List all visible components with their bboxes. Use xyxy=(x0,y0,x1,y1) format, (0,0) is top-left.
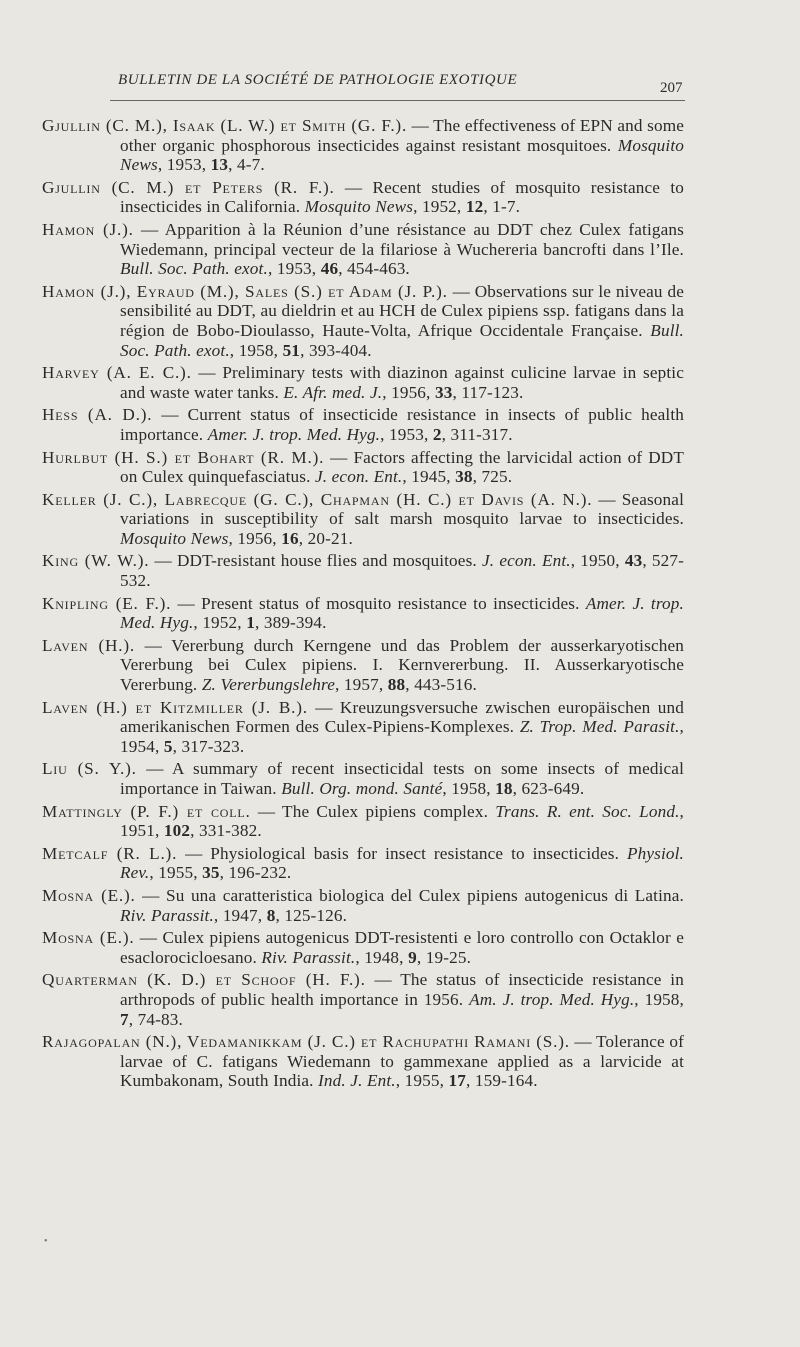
reference-authors: Mosna (E.). xyxy=(42,885,136,905)
running-header: BULLETIN DE LA SOCIÉTÉ DE PATHOLOGIE EXOTIQUE xyxy=(118,72,518,88)
reference-volume: 102 xyxy=(163,821,191,841)
reference-pages: , 196-232. xyxy=(219,863,292,883)
reference-entry xyxy=(0,405,800,444)
reference-journal: Mosquito News xyxy=(304,197,414,217)
reference-year: , 1958, xyxy=(634,989,684,1009)
reference-journal: Bull. Soc. Path. exot. xyxy=(120,259,268,279)
reference-pages: , 159-164. xyxy=(466,1071,538,1091)
reference-journal: Mosquito News xyxy=(120,135,684,175)
speck-mark: • xyxy=(44,1236,48,1247)
reference-entry xyxy=(0,594,800,633)
reference-authors: Hamon (J.), Eyraud (M.), Sales (S.) et Adam (J. P.). xyxy=(42,281,448,301)
reference-authors: Hurlbut (H. S.) et Bohart (R. M.). xyxy=(42,447,325,467)
reference-volume: 13 xyxy=(210,155,229,175)
reference-volume: 38 xyxy=(455,467,473,487)
reference-journal: Trans. R. ent. Soc. Lond. xyxy=(495,801,680,821)
reference-journal: Ind. J. Ent. xyxy=(318,1071,396,1091)
reference-authors: Metcalf (R. L.). xyxy=(42,843,178,863)
header-rule xyxy=(110,100,685,101)
reference-title: — The status of insecticide resistance in arthropods of public health importance in 1956. xyxy=(120,970,684,1009)
reference-journal: Z. Trop. Med. Parasit. xyxy=(519,717,680,737)
reference-entry xyxy=(0,636,800,695)
reference-title: — Preliminary tests with diazinon against culicine larvae in septic and waste water tanks. xyxy=(120,363,684,402)
reference-volume: 5 xyxy=(163,736,173,756)
reference-title: — Apparition à la Réunion d’une résistance au DDT chez Culex fatigans Wiedemann, principal vecteur de la filariose à Wuchereria bancrofti dans l’Ile. xyxy=(120,219,684,259)
reference-year: , 1948, xyxy=(355,947,409,967)
reference-entry xyxy=(0,970,800,1029)
reference-title: — Kreuzungsversuche zwischen europäischen und amerikanischen Formen des Culex-Pipiens-Komplexes. xyxy=(120,697,684,737)
reference-title: — Culex pipiens autogenicus DDT-resistenti e loro controllo con Octaklor e esaclorocicloesano. xyxy=(120,928,685,967)
reference-year: , 1951, xyxy=(120,801,684,841)
reference-title: — Observations sur le niveau de sensibilité au DDT, au dieldrin et au HCH de Culex pipiens ssp. fatigans dans la région de Bobo-Dioulasso, Haute-Volta, Afrique Occidentale Française. xyxy=(120,281,684,340)
reference-volume: 16 xyxy=(281,528,299,548)
reference-year: , 1947, xyxy=(213,905,267,925)
reference-volume: 9 xyxy=(408,947,417,967)
reference-pages: , 389-394. xyxy=(254,613,327,633)
reference-journal: J. econ. Ent. xyxy=(481,551,571,571)
reference-authors: Hamon (J.). xyxy=(42,219,134,239)
reference-title: — The effectiveness of EPN and some other organic phosphorous insecticides against resistant mosquitoes. xyxy=(120,116,684,155)
reference-year: , 1945, xyxy=(402,467,456,487)
reference-title: — Su una caratteristica biologica del Culex pipiens autogenicus di Latina. xyxy=(135,885,685,905)
reference-year: , 1952, xyxy=(413,197,466,217)
reference-entry xyxy=(0,802,800,841)
reference-pages: , 19-25. xyxy=(416,947,472,967)
reference-entry xyxy=(0,551,800,590)
reference-entry xyxy=(0,448,800,487)
reference-title: — Recent studies of mosquito resistance to insecticides in California. xyxy=(120,177,684,217)
reference-year: , 1956, xyxy=(228,528,282,548)
reference-volume: 17 xyxy=(448,1071,467,1091)
reference-pages: , 317-323. xyxy=(172,736,245,756)
reference-volume: 2 xyxy=(432,424,442,444)
reference-title: — Seasonal variations in susceptibility of salt marsh mosquito larvae to insecticides. xyxy=(120,489,685,529)
reference-year: , 1953, xyxy=(380,424,433,444)
page-number: 207 xyxy=(660,80,683,96)
reference-pages: , 125-126. xyxy=(275,905,348,925)
reference-journal: Riv. Parassit. xyxy=(261,947,356,967)
reference-entry xyxy=(0,178,800,217)
reference-authors: Mattingly (P. F.) et coll. xyxy=(42,801,251,821)
reference-pages: , 1-7. xyxy=(483,197,521,217)
reference-title: — A summary of recent insecticidal tests on some insects of medical importance in Taiwan. xyxy=(120,759,684,798)
reference-year: , 1958, xyxy=(229,340,283,360)
reference-authors: Knipling (E. F.). xyxy=(42,593,172,613)
reference-year: , 1957, xyxy=(335,675,388,695)
reference-volume: 12 xyxy=(465,197,484,217)
reference-list xyxy=(0,116,800,1094)
reference-year: , 1955, xyxy=(395,1071,449,1091)
reference-pages: , 725. xyxy=(472,467,513,487)
reference-title: — Current status of insecticide resistance in insects of public health importance. xyxy=(120,405,684,444)
reference-pages: , 20-21. xyxy=(298,528,353,548)
reference-authors: Mosna (E.). xyxy=(42,928,135,948)
reference-title: — Tolerance of larvae of C. fatigans Wiedemann to gammexane applied as a larvicide at Kumbakonam, South India. xyxy=(120,1032,684,1091)
reference-year: , 1953, xyxy=(267,259,321,279)
reference-volume: 1 xyxy=(246,613,255,633)
reference-authors: Keller (J. C.), Labrecque (G. C.), Chapman (H. C.) et Davis (A. N.). xyxy=(42,489,593,509)
reference-authors: Laven (H.). xyxy=(42,635,135,655)
reference-volume: 8 xyxy=(266,905,276,925)
reference-entry xyxy=(0,116,800,175)
reference-volume: 43 xyxy=(624,551,643,571)
reference-pages: , 74-83. xyxy=(128,1009,183,1029)
reference-entry xyxy=(0,928,800,967)
reference-pages: , 117-123. xyxy=(452,382,524,402)
reference-entry xyxy=(0,1032,800,1091)
reference-authors: Hess (A. D.). xyxy=(42,405,153,425)
reference-entry xyxy=(0,220,800,279)
reference-journal: Amer. J. trop. Med. Hyg. xyxy=(207,424,381,444)
reference-authors: King (W. W.). xyxy=(42,551,150,571)
reference-authors: Liu (S. Y.). xyxy=(42,759,137,779)
reference-journal: Am. J. trop. Med. Hyg. xyxy=(469,989,635,1009)
reference-pages: , 443-516. xyxy=(405,675,477,695)
reference-pages: , 393-404. xyxy=(300,340,372,360)
reference-title: — Present status of mosquito resistance to insecticides. xyxy=(171,593,586,613)
reference-year: , 1952, xyxy=(193,613,247,633)
reference-authors: Harvey (A. E. C.). xyxy=(42,363,192,383)
reference-journal: Mosquito News xyxy=(120,528,229,548)
reference-pages: , 623-649. xyxy=(512,779,585,798)
reference-pages: , 331-382. xyxy=(190,821,262,841)
reference-volume: 46 xyxy=(320,259,339,279)
reference-journal: E. Afr. med. J. xyxy=(283,382,383,402)
reference-year: , 1953, xyxy=(157,155,211,175)
reference-entry xyxy=(0,282,800,360)
reference-journal: Physiol. Rev. xyxy=(120,843,684,883)
reference-year: , 1956, xyxy=(382,382,435,402)
reference-authors: Gjullin (C. M.), Isaak (L. W.) et Smith (G. F.). xyxy=(42,116,408,135)
reference-volume: 88 xyxy=(387,675,406,695)
reference-authors: Quarterman (K. D.) et Schoof (H. F.). xyxy=(42,970,366,990)
reference-title: — Physiological basis for insect resistance to insecticides. xyxy=(177,843,627,863)
reference-year: , 1955, xyxy=(149,863,203,883)
reference-volume: 18 xyxy=(495,779,513,798)
reference-entry xyxy=(0,698,800,757)
reference-title: — The Culex pipiens complex. xyxy=(250,801,496,821)
reference-year: , 1950, xyxy=(570,551,625,571)
reference-journal: Bull. Soc. Path. exot. xyxy=(120,320,684,360)
reference-entry xyxy=(0,886,800,925)
reference-year: , 1954, xyxy=(120,717,684,756)
reference-entry xyxy=(0,844,800,883)
reference-journal: J. econ. Ent. xyxy=(314,467,403,487)
reference-pages: , 311-317. xyxy=(441,424,513,444)
reference-volume: 51 xyxy=(282,340,301,360)
reference-entry xyxy=(0,490,800,549)
reference-volume: 33 xyxy=(434,382,453,402)
reference-entry xyxy=(0,363,800,402)
reference-pages: , 454-463. xyxy=(338,259,410,279)
reference-journal: Amer. J. trop. Med. Hyg. xyxy=(120,593,684,633)
reference-volume: 7 xyxy=(120,1009,129,1029)
reference-journal: Z. Vererbungslehre xyxy=(201,675,336,695)
reference-authors: Laven (H.) et Kitzmiller (J. B.). xyxy=(42,697,308,717)
reference-title: — Factors affecting the larvicidal action of DDT on Culex quinquefasciatus. xyxy=(120,447,684,487)
reference-journal: Bull. Org. mond. Santé xyxy=(281,779,443,798)
reference-title: — Vererbung durch Kerngene und das Problem der ausserkaryotischen Vererbung bei Culex pipiens. I. Kernvererbung. II. Ausserkaryotische Vererbung. xyxy=(120,635,684,695)
reference-pages: , 4-7. xyxy=(228,155,265,175)
reference-authors: Rajagopalan (N.), Vedamanikkam (J. C.) et Rachupathi Ramani (S.). xyxy=(42,1032,570,1052)
reference-pages: , 527-532. xyxy=(120,551,684,591)
reference-entry xyxy=(0,759,800,798)
reference-volume: 35 xyxy=(202,863,220,883)
reference-year: , 1958, xyxy=(442,779,496,798)
reference-authors: Gjullin (C. M.) et Peters (R. F.). xyxy=(42,177,335,197)
reference-journal: Riv. Parassit. xyxy=(120,905,214,925)
reference-title: — DDT-resistant house flies and mosquitoes. xyxy=(149,551,482,571)
